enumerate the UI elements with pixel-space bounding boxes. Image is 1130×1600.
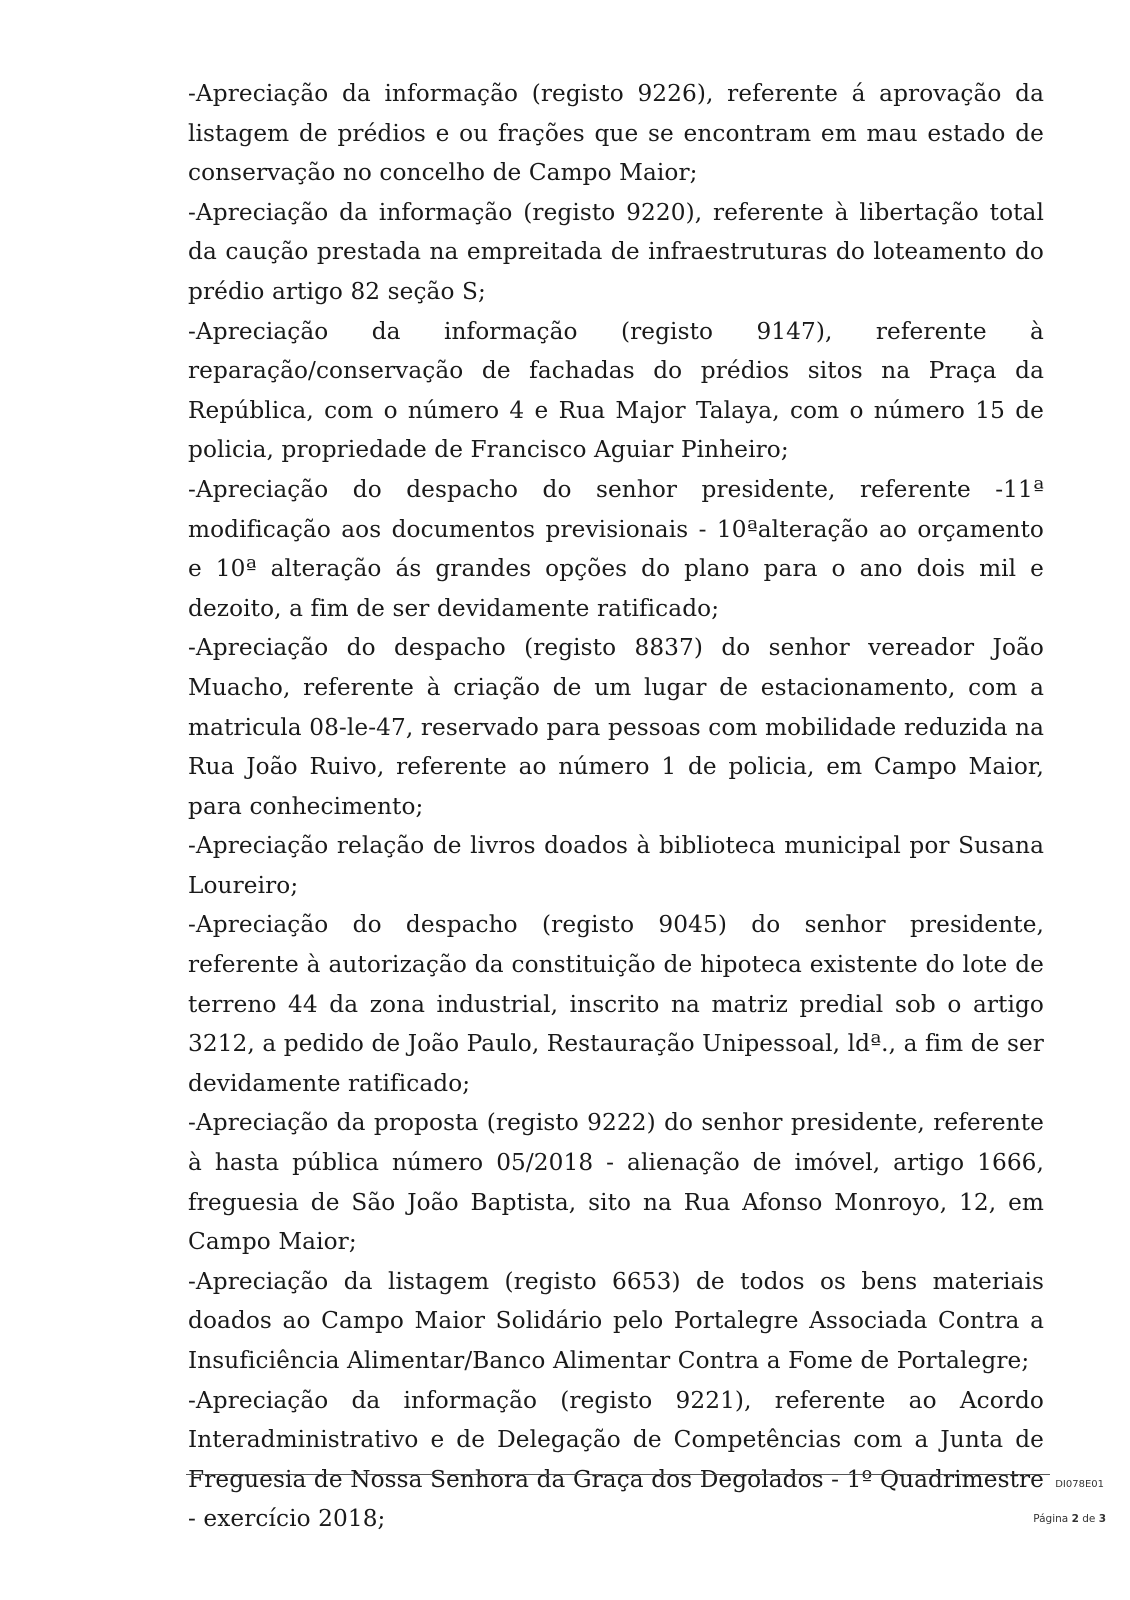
footer-divider: [186, 1474, 1050, 1475]
agenda-item: -Apreciação da informação (registo 9221), referente ao Acordo Interadministrativo e de Delegação de Competências com a Junta de Freguesia de Nossa Senhora da Graça dos Degolados - 1º Quadrimestre - exercício 2018;: [188, 1386, 1044, 1533]
agenda-item: -Apreciação da informação (registo 9226), referente á aprovação da listagem de prédios e ou frações que se encontram em mau estado de conservação no concelho de Campo Maior;: [188, 80, 1044, 187]
document-code: DI078E01: [1055, 1479, 1104, 1490]
total-pages-number: 3: [1098, 1513, 1106, 1525]
agenda-item: -Apreciação da informação (registo 9147), referente à reparação/conservação de fachadas do prédios sitos na Praça da República, com o número 4 e Rua Major Talaya, com o número 15 de policia, propriedade de Francisco Aguiar Pinheiro;: [188, 317, 1044, 464]
agenda-item: -Apreciação da proposta (registo 9222) do senhor presidente, referente à hasta pública número 05/2018 - alienação de imóvel, artigo 1666, freguesia de São João Baptista, sito na Rua Afonso Monroyo, 12, em Campo Maior;: [188, 1109, 1044, 1256]
page-of-label: de: [1082, 1513, 1096, 1525]
agenda-item: -Apreciação do despacho (registo 9045) do senhor presidente, referente à autorização da constituição de hipoteca existente do lote de terreno 44 da zona industrial, inscrito na matriz predial sob o artigo 3212, a pedido de João Paulo, Restauração Unipessoal, ldª., a fim de ser devidamente ratificado;: [188, 911, 1044, 1097]
document-body: [188, 74, 1044, 1539]
agenda-item: -Apreciação da listagem (registo 6653) de todos os bens materiais doados ao Campo Maior Solidário pelo Portalegre Associada Contra a Insuficiência Alimentar/Banco Alimentar Contra a Fome de Portalegre;: [188, 1267, 1044, 1374]
page-indicator: [1033, 1513, 1106, 1525]
agenda-item: -Apreciação do despacho (registo 8837) do senhor vereador João Muacho, referente à criação de um lugar de estacionamento, com a matricula 08-le-47, reservado para pessoas com mobilidade reduzida na Rua João Ruivo, referente ao número 1 de policia, em Campo Maior, para conhecimento;: [188, 634, 1044, 820]
page-label: Página: [1033, 1513, 1069, 1525]
agenda-item: -Apreciação relação de livros doados à biblioteca municipal por Susana Loureiro;: [188, 832, 1044, 899]
current-page-number: 2: [1071, 1513, 1079, 1525]
agenda-item: -Apreciação do despacho do senhor presidente, referente -11ª modificação aos documentos previsionais - 10ªalteração ao orçamento e 10ª alteração ás grandes opções do plano para o ano dois mil e dezoito, a fim de ser devidamente ratificado;: [188, 475, 1044, 622]
agenda-item: -Apreciação da informação (registo 9220), referente à libertação total da caução prestada na empreitada de infraestruturas do loteamento do prédio artigo 82 seção S;: [188, 198, 1044, 305]
